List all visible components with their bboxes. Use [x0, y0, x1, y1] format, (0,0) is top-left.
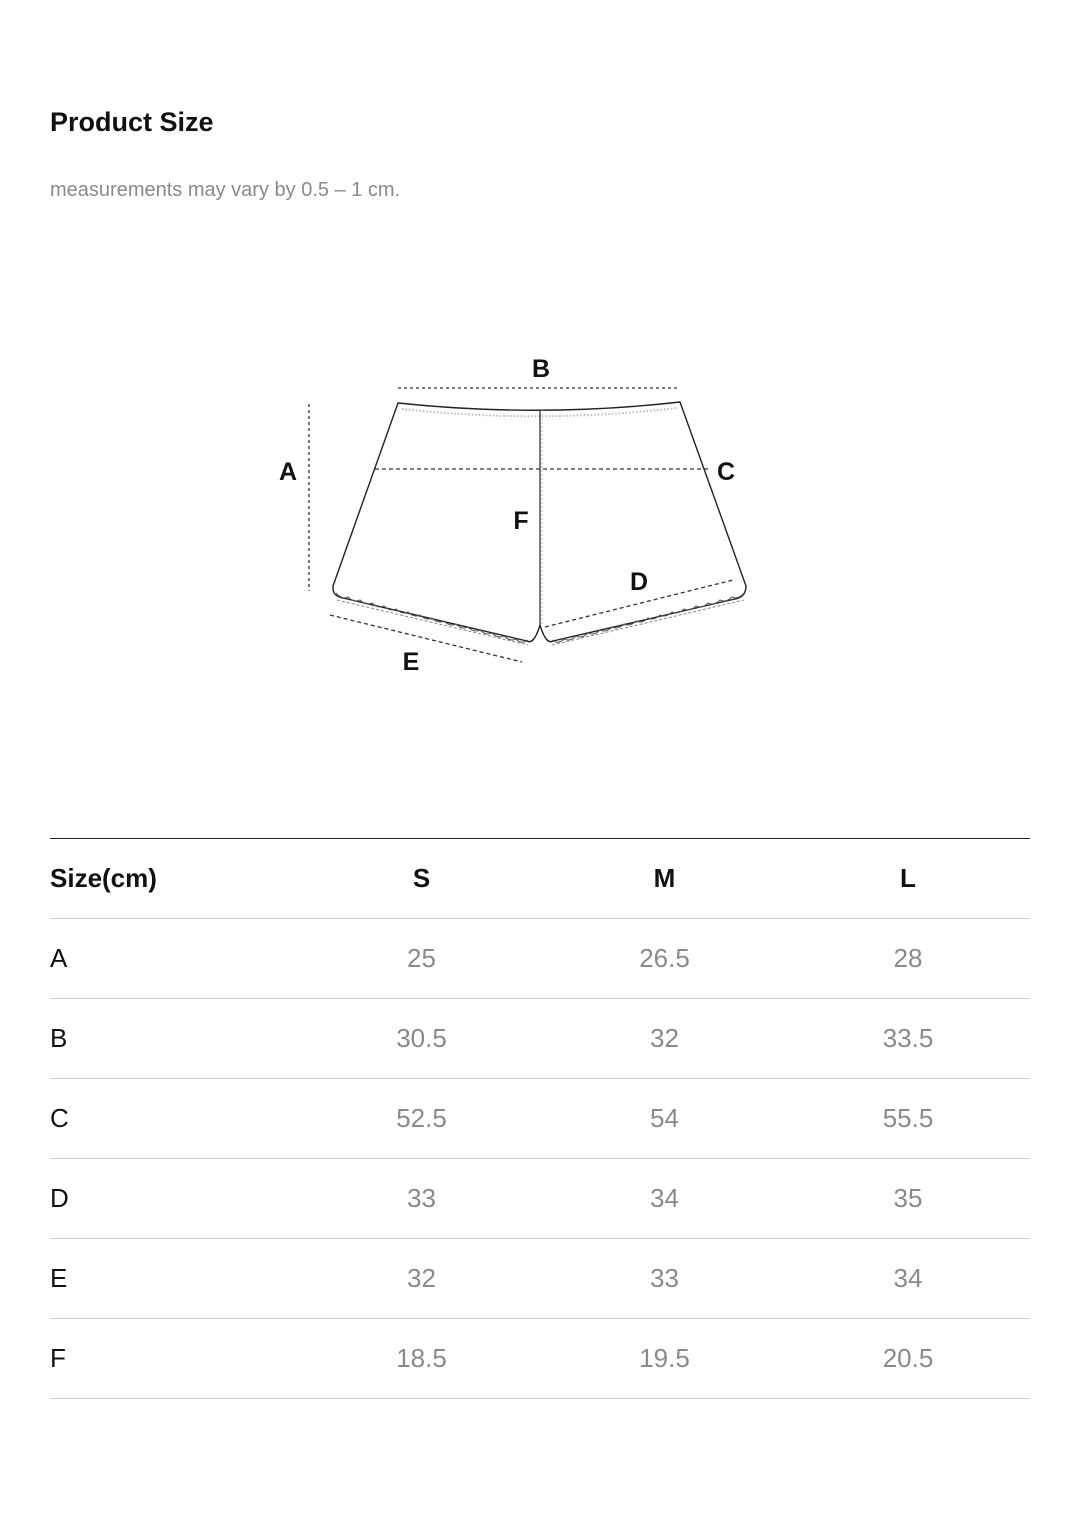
- table-row: [50, 1319, 1030, 1399]
- row-label: C: [50, 1079, 300, 1159]
- shorts-diagram: [0, 330, 1080, 710]
- cell-value: 33: [300, 1159, 543, 1239]
- table-header-row: [50, 839, 1030, 919]
- label-c: C: [716, 458, 736, 486]
- measurement-note: measurements may vary by 0.5 – 1 cm.: [50, 179, 401, 201]
- header-size-cm: Size(cm): [50, 839, 300, 919]
- cell-value: 30.5: [300, 999, 543, 1079]
- cell-value: 54: [543, 1079, 786, 1159]
- cell-value: 32: [300, 1239, 543, 1319]
- row-label: B: [50, 999, 300, 1079]
- cell-value: 19.5: [543, 1319, 786, 1399]
- label-a: A: [278, 458, 298, 486]
- cell-value: 34: [786, 1239, 1030, 1319]
- cell-value: 33: [543, 1239, 786, 1319]
- cell-value: 55.5: [786, 1079, 1030, 1159]
- header-size-s: S: [300, 839, 543, 919]
- size-table: [50, 838, 1030, 1399]
- cell-value: 20.5: [786, 1319, 1030, 1399]
- cell-value: 26.5: [543, 919, 786, 999]
- header-size-l: L: [786, 839, 1030, 919]
- label-d: D: [629, 568, 649, 596]
- table-row: [50, 1239, 1030, 1319]
- cell-value: 33.5: [786, 999, 1030, 1079]
- label-f: F: [513, 507, 529, 535]
- row-label: A: [50, 919, 300, 999]
- table-row: [50, 1079, 1030, 1159]
- row-label: D: [50, 1159, 300, 1239]
- cell-value: 25: [300, 919, 543, 999]
- cell-value: 32: [543, 999, 786, 1079]
- cell-value: 52.5: [300, 1079, 543, 1159]
- label-e: E: [402, 648, 420, 676]
- header-size-m: M: [543, 839, 786, 919]
- cell-value: 35: [786, 1159, 1030, 1239]
- cell-value: 34: [543, 1159, 786, 1239]
- table-row: [50, 919, 1030, 999]
- cell-value: 18.5: [300, 1319, 543, 1399]
- page-title: Product Size: [50, 107, 214, 137]
- table-row: [50, 1159, 1030, 1239]
- label-b: B: [531, 355, 551, 383]
- cell-value: 28: [786, 919, 1030, 999]
- table-row: [50, 999, 1030, 1079]
- row-label: E: [50, 1239, 300, 1319]
- row-label: F: [50, 1319, 300, 1399]
